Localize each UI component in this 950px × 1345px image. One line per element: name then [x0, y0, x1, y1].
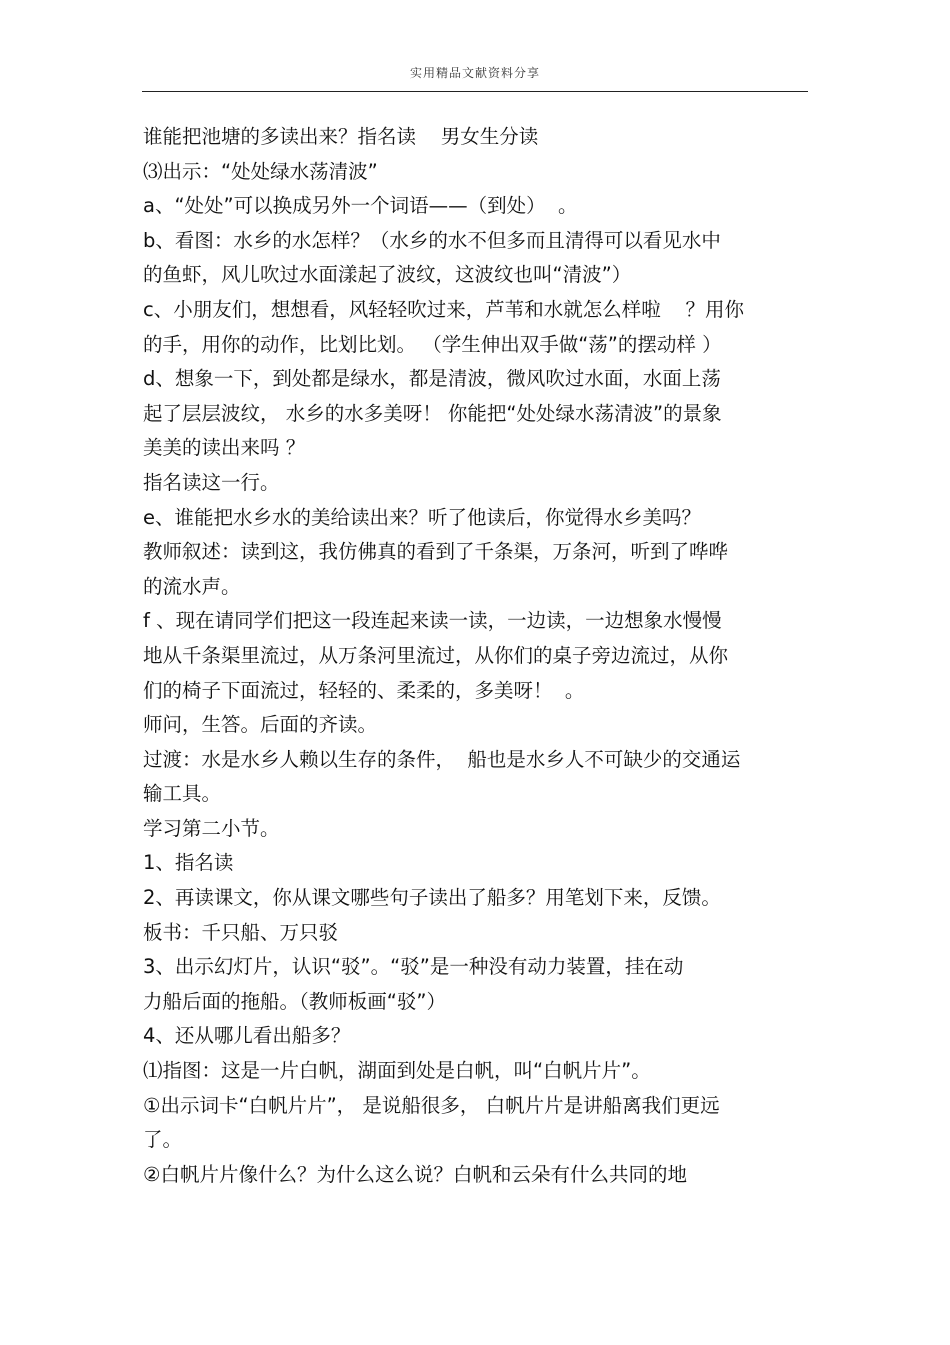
text-line: b、看图：水乡的水怎样？（水乡的水不但多而且清得可以看见水中	[143, 228, 721, 252]
text-line: f 、现在请同学们把这一段连起来读一读，一边读，一边想象水慢慢	[143, 609, 722, 633]
page-header-title: 实用精品文献资料分享	[409, 66, 540, 80]
text-line: 师问，生答。后面的齐读。	[143, 713, 378, 737]
text-line: e、谁能把水乡水的美给读出来？听了他读后，你觉得水乡美吗？	[143, 505, 701, 529]
text-line: c、小朋友们，想想看，风轻轻吹过来，芦苇和水就怎么样啦 ？用你	[143, 297, 745, 321]
text-line: 地从千条渠里流过，从万条河里流过，从你们的桌子旁边流过，从你	[143, 643, 729, 667]
text-line: d、想象一下，到处都是绿水，都是清波，微风吹过水面，水面上荡	[143, 367, 721, 391]
text-line: ⑶出示：“处处绿水荡清波”	[143, 159, 378, 183]
text-line: 谁能把池塘的多读出来？指名读 男女生分读	[143, 125, 539, 148]
text-line: 4、还从哪儿看出船多？	[143, 1024, 351, 1048]
header-divider	[142, 91, 808, 92]
text-line: 板书：千只船、万只驳	[143, 920, 339, 944]
text-line: 3、出示幻灯片，认识“驳”。“驳”是一种没有动力装置，挂在动	[143, 955, 684, 979]
text-line: 的鱼虾，风儿吹过水面漾起了波纹，这波纹也叫“清波”）	[143, 263, 632, 287]
text-line: 的手，用你的动作，比划比划。 （学生伸出双手做“荡”的摆动样 ）	[143, 332, 722, 356]
text-line: 美美的读出来吗 ？	[143, 436, 306, 460]
text-line: 的流水声。	[143, 574, 241, 598]
document-body	[143, 120, 813, 1192]
text-line: ⑴指图：这是一片白帆，湖面到处是白帆，叫“白帆片片”。	[143, 1059, 651, 1083]
text-line: 1、指名读	[143, 851, 234, 875]
text-line: 指名读这一行。	[143, 470, 280, 494]
text-line: 学习第二小节。	[143, 816, 280, 840]
text-line: 教师叙述：读到这，我仿佛真的看到了千条渠，万条河，听到了哗哗	[143, 540, 729, 564]
text-line: ②白帆片片像什么？为什么这么说？白帆和云朵有什么共同的地	[143, 1162, 687, 1186]
text-line: 过渡：水是水乡人赖以生存的条件， 船也是水乡人不可缺少的交通运	[143, 747, 741, 771]
text-line: 们的椅子下面流过，轻轻的、柔柔的，多美呀！ 。	[143, 678, 585, 702]
text-line: a、“处处”可以换成另外一个词语——（到处） 。	[143, 194, 578, 218]
text-line: 输工具。	[143, 782, 222, 806]
text-line: 起了层层波纹， 水乡的水多美呀！ 你能把“处处绿水荡清波”的景象	[143, 401, 722, 425]
text-line: 力船后面的拖船。（教师板画“驳”）	[143, 989, 446, 1013]
text-line: 2、再读课文，你从课文哪些句子读出了船多？用笔划下来，反馈。	[143, 886, 721, 910]
text-line: ①出示词卡“白帆片片”， 是说船很多， 白帆片片是讲船离我们更远	[143, 1093, 720, 1117]
text-line: 了。	[143, 1128, 183, 1152]
